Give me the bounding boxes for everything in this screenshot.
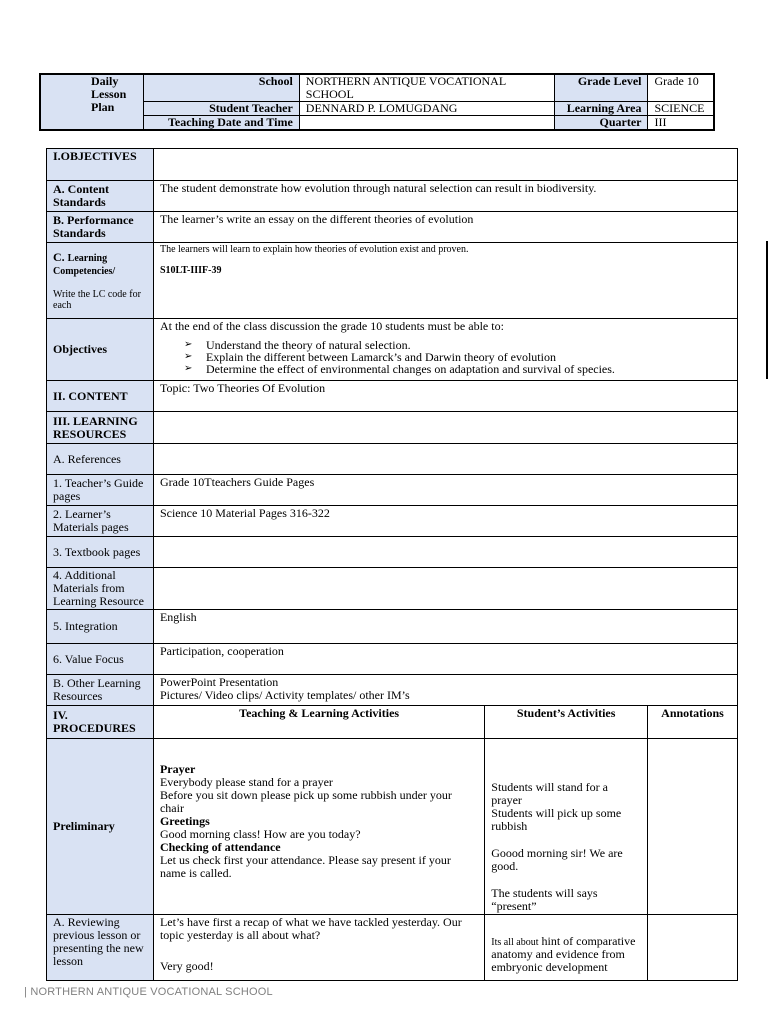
dlp-title: [40, 74, 144, 130]
preliminary-annotations: [648, 739, 738, 915]
additional-materials-label: 4. Additional Materials from Learning Resource: [47, 568, 154, 610]
learning-area-label: Learning Area: [554, 102, 648, 116]
reviewing-annotations: [648, 915, 738, 981]
objectives-heading: I.OBJECTIVES: [47, 149, 154, 181]
col-student-activities: Student’s Activities: [485, 706, 648, 739]
objective-text: Determine the effect of environmental changes on adaptation and survival of species.: [205, 362, 615, 376]
objective-text: Understand the theory of natural selection.: [205, 338, 411, 352]
school-label: School: [144, 74, 299, 102]
other-resources-line-2: Pictures/ Video clips/ Activity templates/ other IM’s: [159, 688, 410, 702]
attendance-line-1: Let us check first your attendance. Please say present if your name is called.: [159, 853, 451, 880]
student-teacher-value: DENNARD P. LOMUGDANG: [299, 102, 554, 116]
lesson-plan-table: [46, 148, 738, 981]
teaching-date-label: Teaching Date and Time: [144, 116, 299, 131]
competencies-label-text: Learning Competencies/: [53, 252, 116, 277]
procedures-heading: IV. PROCEDURES: [47, 706, 154, 739]
value-focus-label: 6. Value Focus: [47, 644, 154, 675]
learning-competencies-value: [153, 243, 737, 319]
col-teaching-activities: Teaching & Learning Activities: [153, 706, 484, 739]
preliminary-teaching: [153, 739, 484, 915]
performance-standards-value: The learner’s write an essay on the different theories of evolution: [153, 212, 737, 243]
teachers-guide-value: Grade 10Tteachers Guide Pages: [153, 475, 737, 506]
student-prelim-3: Goood morning sir! We are good.: [491, 846, 623, 873]
references-label: A. References: [47, 444, 154, 475]
learners-materials-label: 2. Learner’s Materials pages: [47, 506, 154, 537]
content-standards-label: A. Content Standards: [47, 181, 154, 212]
preliminary-label: Preliminary: [47, 739, 154, 915]
learning-competencies-label: [47, 243, 154, 319]
reviewing-teaching: [153, 915, 484, 981]
quarter-value: III: [648, 116, 714, 131]
arrow-bullet-icon: ➢: [183, 339, 193, 350]
review-line-1: Let’s have first a recap of what we have tackled yesterday. Our topic yesterday is all about what?: [159, 915, 462, 942]
student-review-text: hint of comparative anatomy and evidence from embryonic development: [491, 934, 636, 974]
references-blank: [153, 444, 737, 475]
learners-materials-value: Science 10 Material Pages 316-322: [153, 506, 737, 537]
competencies-text: The learners will learn to explain how theories of evolution exist and proven.: [159, 244, 469, 255]
teaching-date-value: [299, 116, 554, 131]
objectives-label: Objectives: [47, 319, 154, 381]
learning-resources-blank: [153, 412, 737, 444]
title-line-1: Daily: [91, 74, 119, 88]
arrow-bullet-icon: ➢: [183, 363, 193, 374]
arrow-bullet-icon: ➢: [183, 351, 193, 362]
reviewing-label: A. Reviewing previous lesson or presenting the new lesson: [47, 915, 154, 981]
student-prelim-2: Students will pick up some rubbish: [491, 806, 622, 833]
content-value: Topic: Two Theories Of Evolution: [153, 381, 737, 412]
other-resources-line-1: PowerPoint Presentation: [159, 675, 279, 689]
teachers-guide-label: 1. Teacher’s Guide pages: [47, 475, 154, 506]
objectives-heading-blank: [153, 149, 737, 181]
other-resources-value: [153, 675, 737, 706]
greetings-heading: Greetings: [159, 814, 210, 828]
grade-level-value: Grade 10: [648, 74, 714, 102]
col-annotations: Annotations: [648, 706, 738, 739]
additional-materials-blank: [153, 568, 737, 610]
objective-text: Explain the different between Lamarck’s and Darwin theory of evolution: [205, 350, 556, 364]
prayer-line-1: Everybody please stand for a prayer: [159, 775, 333, 789]
grade-level-label: Grade Level: [554, 74, 648, 102]
performance-standards-label: B. Performance Standards: [47, 212, 154, 243]
content-label: II. CONTENT: [47, 381, 154, 412]
reviewing-student: [485, 915, 648, 981]
prayer-heading: Prayer: [159, 762, 196, 776]
student-teacher-label: Student Teacher: [144, 102, 299, 116]
learning-resources-heading: III. LEARNING RESOURCES: [47, 412, 154, 444]
content-standards-value: The student demonstrate how evolution through natural selection can result in biodiversity.: [153, 181, 737, 212]
other-resources-label: B. Other Learning Resources: [47, 675, 154, 706]
textbook-pages-label: 3. Textbook pages: [47, 537, 154, 568]
attendance-heading: Checking of attendance: [159, 840, 281, 854]
competencies-label-note: Write the LC code for each: [53, 288, 141, 311]
school-value-line-1: NORTHERN ANTIQUE VOCATIONAL: [305, 74, 507, 88]
review-line-2: Very good!: [159, 959, 214, 973]
competencies-label-letter: C.: [53, 249, 65, 264]
quarter-label: Quarter: [554, 116, 648, 131]
integration-value: English: [153, 610, 737, 644]
textbook-pages-blank: [153, 537, 737, 568]
footer-school-name: | NORTHERN ANTIQUE VOCATIONAL SCHOOL: [24, 986, 273, 998]
student-review-prefix: Its all about: [491, 937, 539, 948]
integration-label: 5. Integration: [47, 610, 154, 644]
competencies-code: S10LT-IIIF-39: [159, 265, 222, 276]
learning-area-value: SCIENCE: [648, 102, 714, 116]
preliminary-student: [485, 739, 648, 915]
value-focus-value: Participation, cooperation: [153, 644, 737, 675]
objectives-list: [184, 339, 731, 375]
greetings-line-1: Good morning class! How are you today?: [159, 827, 361, 841]
objectives-value: [153, 319, 737, 381]
student-prelim-4: The students will says “present”: [491, 886, 598, 913]
objectives-intro: At the end of the class discussion the grade 10 students must be able to:: [159, 319, 504, 333]
title-line-2: Lesson: [91, 87, 127, 101]
header-table: [39, 73, 715, 131]
prayer-line-2: Before you sit down please pick up some rubbish under your chair: [159, 788, 452, 815]
school-value: [299, 74, 554, 102]
school-value-line-2: SCHOOL: [305, 87, 354, 101]
title-line-3: Plan: [91, 100, 115, 114]
student-prelim-1: Students will stand for a prayer: [491, 780, 608, 807]
objective-item: [184, 363, 731, 375]
